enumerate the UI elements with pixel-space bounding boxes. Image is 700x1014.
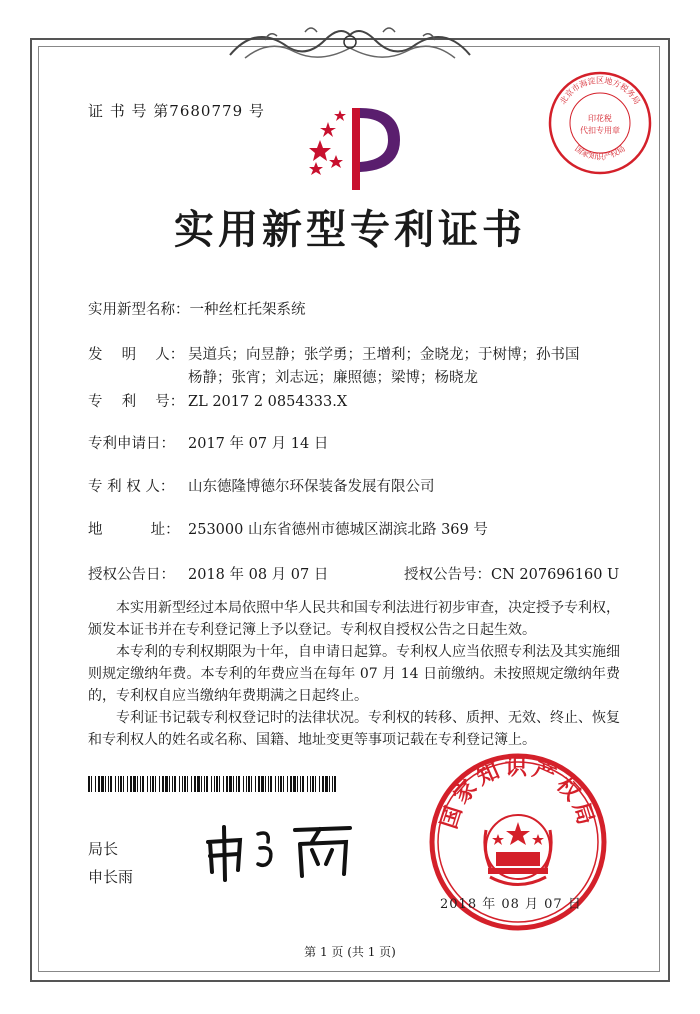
grant-number-label: 授权公告号：	[404, 567, 491, 583]
barcode-bar	[152, 776, 154, 792]
barcode-bar	[307, 776, 308, 792]
barcode-bar	[248, 776, 250, 792]
barcode-bar	[172, 776, 173, 792]
barcode-bar	[238, 776, 240, 792]
barcode-bar	[150, 776, 151, 792]
barcode-bar	[325, 776, 328, 792]
barcode-bar	[127, 776, 128, 792]
svg-text:国家知识产权局	[573, 144, 627, 161]
barcode-bar	[191, 776, 192, 792]
barcode-bar	[310, 776, 311, 792]
barcode-bar	[297, 776, 298, 792]
apply-date-label: 专利申请日：	[88, 436, 175, 452]
address-row	[88, 518, 488, 539]
stamp-bottom-text: 国家知识产权局	[573, 143, 627, 162]
barcode-bar	[182, 776, 183, 792]
barcode-bar	[179, 776, 180, 792]
barcode-bar	[140, 776, 141, 792]
certificate-number: 证 书 号 第7680779 号	[88, 102, 265, 120]
inventor-row-2	[188, 366, 478, 387]
page-title: 实用新型专利证书	[174, 207, 526, 253]
barcode-bar	[236, 776, 237, 792]
grant-number-row	[404, 563, 619, 584]
barcode-bar	[147, 776, 148, 792]
director-name: 申长雨	[88, 868, 134, 886]
grant-date-value: 2018 年 08 月 07 日	[188, 567, 329, 583]
inventor-label: 发 明 人：	[88, 347, 185, 363]
barcode-bar	[270, 776, 272, 792]
patent-holder-label: 专 利 权 人：	[88, 479, 175, 495]
director-title: 局长	[88, 840, 119, 858]
barcode-bar	[319, 776, 320, 792]
barcode-bar	[283, 776, 284, 792]
svg-text:北京市海淀区地方税务局	[557, 75, 641, 106]
barcode-bar	[110, 776, 112, 792]
patent-office-emblem-icon	[300, 100, 410, 195]
stamp-line2: 代扣专用章	[580, 126, 620, 135]
barcode-bar	[243, 776, 244, 792]
barcode-bar	[184, 776, 186, 792]
barcode-bar	[315, 776, 316, 792]
apply-date-value: 2017 年 07 月 14 日	[188, 436, 329, 452]
grant-number-value: CN 207696160 U	[491, 567, 620, 583]
barcode-bar	[95, 776, 96, 792]
inventor-line2: 杨静；张宵；刘志远；廉照德；梁博；杨晓龙	[188, 370, 478, 386]
barcode-bar	[302, 776, 304, 792]
barcode-bar	[133, 776, 136, 792]
patent-number-row	[88, 390, 347, 411]
paragraph-2: 本专利的专利权期限为十年，自申请日起算。专利权人应当依照专利法及其实施细则规定缴纳年费。本专利的年费应当在每年 07 月 14 日前缴纳。未按照规定缴纳年费的，专利权自应当缴纳年费期满之日起终止。	[88, 644, 620, 704]
barcode-bar	[194, 776, 196, 792]
barcode-bar	[108, 776, 109, 792]
director-signature-icon	[200, 812, 360, 882]
barcode-bar	[226, 776, 228, 792]
grant-date-label: 授权公告日：	[88, 567, 175, 583]
barcode-bar	[130, 776, 132, 792]
inventor-row	[88, 343, 580, 364]
barcode-bar	[162, 776, 164, 792]
barcode-bar	[142, 776, 144, 792]
page-number: 第 1 页 (共 1 页)	[304, 945, 396, 959]
barcode-bar	[216, 776, 218, 792]
barcode-bar	[280, 776, 282, 792]
seal-ring-text: 国家知识产权局	[436, 755, 600, 832]
barcode-bar	[118, 776, 119, 792]
patent-holder-row	[88, 475, 435, 496]
barcode-bar	[155, 776, 156, 792]
barcode-bar	[290, 776, 292, 792]
barcode-bar	[265, 776, 266, 792]
barcode-bar	[214, 776, 215, 792]
address-value: 253000 山东省德州市德城区湖滨北路 369 号	[188, 522, 488, 538]
seal-date: 2018 年 08 月 07 日	[440, 897, 582, 912]
barcode-bar	[332, 776, 333, 792]
inventor-line1: 吴道兵；向昱静；张学勇；王增利；金晓龙；于树博；孙书国	[188, 347, 580, 363]
patent-number-value: ZL 2017 2 0854333.X	[188, 394, 348, 410]
barcode-bar	[101, 776, 104, 792]
barcode-bar	[88, 776, 90, 792]
barcode-bar	[278, 776, 279, 792]
barcode-bar	[105, 776, 106, 792]
name-row	[88, 298, 306, 319]
barcode-bar	[120, 776, 122, 792]
apply-date-row	[88, 432, 328, 453]
stamp-outer-text: 北京市海淀区地方税务局	[558, 76, 642, 106]
barcode-bar	[211, 776, 212, 792]
tax-stamp-icon	[545, 68, 655, 178]
barcode-bar	[229, 776, 232, 792]
barcode-bar	[322, 776, 324, 792]
barcode-bar	[223, 776, 224, 792]
barcode-bar	[268, 776, 269, 792]
barcode-bar	[123, 776, 124, 792]
barcode-bar	[233, 776, 234, 792]
barcode-bar	[137, 776, 138, 792]
patent-number-label: 专 利 号：	[88, 394, 185, 410]
barcode-bar	[258, 776, 260, 792]
barcode-bar	[329, 776, 330, 792]
grant-date-row	[88, 563, 328, 584]
barcode-bar	[255, 776, 256, 792]
barcode-bar	[334, 776, 336, 792]
barcode-bar	[206, 776, 208, 792]
barcode-bar	[201, 776, 202, 792]
barcode-bar	[312, 776, 314, 792]
address-label: 地 址：	[88, 522, 180, 538]
barcode-icon	[88, 776, 338, 792]
top-ornament-icon	[225, 20, 475, 70]
barcode-bar	[246, 776, 247, 792]
barcode-bar	[197, 776, 200, 792]
barcode-bar	[293, 776, 296, 792]
barcode-bar	[219, 776, 220, 792]
paragraph-1: 本实用新型经过本局依照中华人民共和国专利法进行初步审查，决定授予专利权，颁发本证书并在专利登记簿上予以登记。专利权自授权公告之日起生效。	[88, 600, 620, 638]
barcode-bar	[187, 776, 188, 792]
barcode-bar	[204, 776, 205, 792]
barcode-bar	[261, 776, 264, 792]
paragraph-3: 专利证书记载专利权登记时的法律状况。专利权的转移、质押、无效、终止、恢复和专利权人的姓名或名称、国籍、地址变更等事项记载在专利登记簿上。	[88, 710, 620, 748]
stamp-line1: 印花税	[588, 114, 612, 123]
barcode-bar	[174, 776, 176, 792]
barcode-bar	[165, 776, 168, 792]
barcode-bar	[98, 776, 100, 792]
barcode-bar	[159, 776, 160, 792]
barcode-bar	[287, 776, 288, 792]
patent-holder-value: 山东德隆博德尔环保装备发展有限公司	[188, 479, 435, 495]
barcode-bar	[169, 776, 170, 792]
barcode-bar	[251, 776, 252, 792]
barcode-bar	[115, 776, 116, 792]
name-value: 一种丝杠托架系统	[189, 302, 306, 318]
barcode-bar	[275, 776, 276, 792]
barcode-bar	[91, 776, 92, 792]
name-label: 实用新型名称：	[88, 302, 190, 318]
svg-text:国家知识产权局	[437, 755, 599, 831]
barcode-bar	[300, 776, 301, 792]
